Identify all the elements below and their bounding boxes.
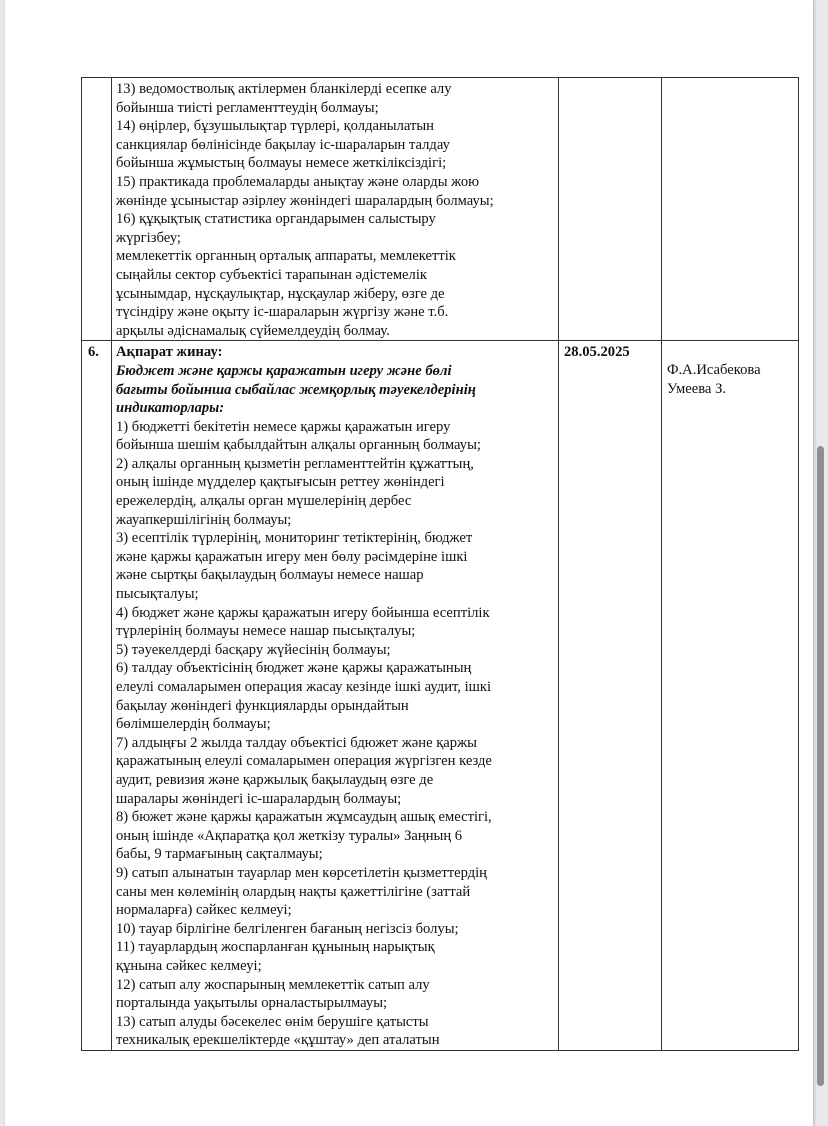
text-line: порталында уақытылы орналастырылмауы; bbox=[116, 995, 388, 1012]
section-heading: Ақпарат жинау: bbox=[116, 344, 223, 361]
text-line: 9) сатып алынатын тауарлар мен көрсетілетін қызметтердің bbox=[116, 864, 487, 881]
text-line: бойынша шешім қабылдайтын алқалы органның болмауы; bbox=[116, 437, 481, 454]
responsible-cell bbox=[662, 341, 799, 1051]
text-line: бойынша жұмыстың болмауы немесе жеткіліксіздігі; bbox=[116, 155, 447, 172]
subheading-line: Бюджет және қаржы қаражатын игеру және бөлі bbox=[116, 362, 452, 379]
responsible-cell bbox=[662, 78, 799, 341]
text-line: санкциялар бөлінісінде бақылау іс-шараларын талдау bbox=[116, 136, 450, 153]
text-line: жауапкершілігінің болмауы; bbox=[116, 511, 292, 528]
plan-table bbox=[81, 77, 799, 1051]
text-line: қаражатының елеулі сомаларымен операция жүргізген кезде bbox=[116, 753, 492, 770]
text-line: 7) алдыңғы 2 жылда талдау объектісі бдюжет және қаржы bbox=[116, 734, 477, 751]
responsible-person: Ф.А.Исабекова bbox=[667, 362, 761, 379]
deadline-cell bbox=[559, 78, 662, 341]
text-line: сыңайлы сектор субъектісі тарапынан әдістемелік bbox=[116, 266, 427, 283]
text-line: және қаржы қаражатын игеру мен бөлу рәсімдеріне ішкі bbox=[116, 548, 468, 565]
text-line: 13) сатып алуды бәсекелес өнім берушіге қатысты bbox=[116, 1013, 429, 1030]
measure-cell bbox=[112, 78, 559, 341]
text-line: шаралары жөніндегі іс-шаралардың болмауы; bbox=[116, 790, 402, 807]
text-line: 11) тауарлардың жоспарланған құнының нарықтық bbox=[116, 939, 435, 956]
text-line: ережелердің, алқалы орган мүшелерінің дербес bbox=[116, 493, 412, 510]
subheading-line: бағыты бойынша сыбайлас жемқорлық тәуекелдерінің bbox=[116, 381, 476, 398]
text-line: 13) ведомостволық актілермен бланкілерді есепке алу bbox=[116, 81, 452, 97]
text-line: пысықталуы; bbox=[116, 586, 199, 603]
text-line: елеулі сомаларымен операция жасау кезінде ішкі аудит, ішкі bbox=[116, 679, 492, 695]
text-line: 8) бюжет және қаржы қаражатын жұмсаудың ашық еместігі, bbox=[116, 809, 492, 826]
text-line: түсіндіру және оқыту іс-шараларын жүргізу және т.б. bbox=[116, 304, 449, 321]
row-number: 6. bbox=[82, 341, 112, 1051]
subheading-line: индикаторлары: bbox=[116, 400, 225, 417]
text-line: оның ішінде «Ақпаратқа қол жеткізу туралы» Заңның 6 bbox=[116, 827, 463, 844]
text-line: жүргізбеу; bbox=[116, 229, 181, 246]
text-line: аудит, ревизия және қаржылық бақылаудың өзге де bbox=[116, 771, 434, 788]
text-line: 14) өңірлер, бұзушылықтар түрлері, қолданылатын bbox=[116, 118, 434, 135]
text-line: арқылы әдіснамалық сүйемелдеудің болмау. bbox=[116, 322, 390, 339]
text-line: 5) тәуекелдерді басқару жүйесінің болмауы; bbox=[116, 641, 391, 658]
text-line: нормаларға) сәйкес келмеуі; bbox=[116, 902, 292, 919]
text-line: мемлекеттік органның орталық аппараты, мемлекеттік bbox=[116, 248, 456, 265]
text-line: 10) тауар бірлігіне белгіленген бағаның негізсіз болуы; bbox=[116, 920, 459, 937]
text-line: бабы, 9 тармағының сақталмауы; bbox=[116, 846, 323, 863]
text-line: оның ішінде мүдделер қақтығысын реттеу жөніндегі bbox=[116, 474, 445, 491]
text-line: жөнінде ұсыныстар әзірлеу жөніндегі шаралардың болмауы; bbox=[116, 192, 494, 209]
text-line: бойынша тиісті регламенттеудің болмауы; bbox=[116, 99, 379, 116]
responsible-person: Умеева З. bbox=[667, 380, 727, 397]
measure-cell bbox=[112, 341, 559, 1051]
table-row bbox=[82, 341, 799, 1051]
scrollbar-thumb[interactable] bbox=[817, 446, 824, 1086]
text-line: бақылау жөніндегі функцияларды орындайтын bbox=[116, 697, 409, 714]
deadline-cell: 28.05.2025 bbox=[559, 341, 662, 1051]
text-line: 1) бюджетті бекітетін немесе қаржы қаражатын игеру bbox=[116, 418, 451, 435]
table-row bbox=[82, 78, 799, 341]
text-line: 3) есептілік түрлерінің, мониторинг тетіктерінің, бюджет bbox=[116, 530, 473, 547]
document-page bbox=[5, 0, 813, 1126]
text-line: 12) сатып алу жоспарының мемлекеттік сатып алу bbox=[116, 976, 430, 993]
row-number bbox=[82, 78, 112, 341]
text-line: 6) талдау объектісінің бюджет және қаржы қаражатының bbox=[116, 660, 472, 677]
text-line: 16) құқықтық статистика органдарымен салыстыру bbox=[116, 211, 436, 228]
text-line: құнына сәйкес келмеуі; bbox=[116, 957, 262, 974]
text-line: 4) бюджет және қаржы қаражатын игеру бойынша есептілік bbox=[116, 604, 490, 621]
text-line: 2) алқалы органның қызметін регламенттейтін құжаттың, bbox=[116, 455, 474, 472]
text-line: ұсынымдар, нұсқаулықтар, нұсқаулар жіберу, өзге де bbox=[116, 285, 445, 302]
text-line: техникалық ерекшеліктерде «құштау» деп аталатын bbox=[116, 1032, 440, 1049]
text-line: және сыртқы бақылаудың болмауы немесе нашар bbox=[116, 567, 424, 584]
text-line: 15) практикада проблемаларды анықтау және оларды жою bbox=[116, 173, 480, 190]
text-line: бөлімшелердің болмауы; bbox=[116, 716, 271, 733]
text-line: саны мен көлемінің олардың нақты қажеттілігіне (заттай bbox=[116, 883, 471, 900]
text-line: түрлерінің болмауы немесе нашар пысықталуы; bbox=[116, 623, 416, 640]
